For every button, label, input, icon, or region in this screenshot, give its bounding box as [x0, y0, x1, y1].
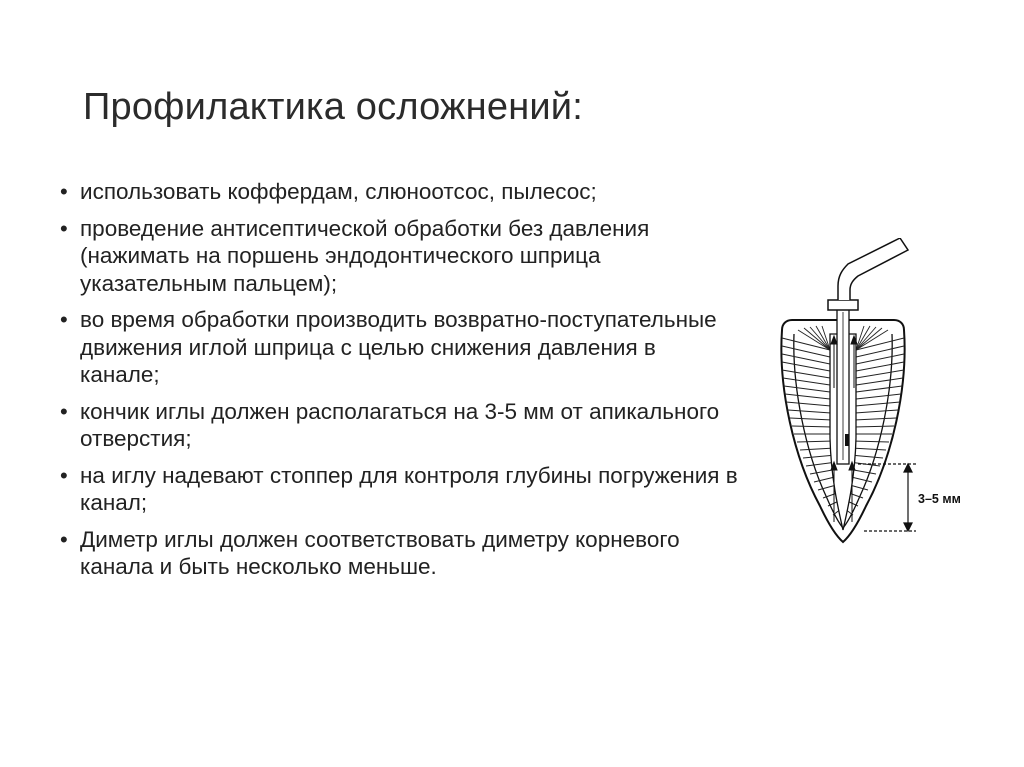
- bullet-item: [60, 306, 740, 389]
- bullet-text: Диметр иглы должен соответствовать диметру корневого канала и быть несколько меньше.: [80, 526, 680, 579]
- bullet-text: использовать коффердам, слюноотсос, пылесос;: [80, 179, 597, 204]
- tooth-irrigation-diagram: [768, 238, 998, 558]
- bullet-item: [60, 526, 740, 581]
- bullet-text: во время обработки производить возвратно-поступательные движения иглой шприца с целью снижения давления в канале;: [80, 307, 717, 387]
- syringe-tube: [838, 238, 908, 300]
- bullet-marker: •: [60, 398, 68, 424]
- bullet-marker: •: [60, 307, 68, 332]
- bullet-item: [60, 215, 740, 298]
- measurement-bracket: [858, 464, 916, 531]
- bullet-marker: •: [60, 526, 68, 552]
- measurement-label: 3–5 мм: [918, 492, 961, 506]
- bullet-marker: •: [60, 462, 68, 488]
- bullet-text: кончик иглы должен располагаться на 3-5 мм от апикального отверстия;: [80, 398, 720, 451]
- bullet-item: [60, 178, 740, 206]
- bullet-marker: •: [60, 215, 68, 241]
- bullet-list: [60, 178, 740, 590]
- bullet-text: на иглу надевают стоппер для контроля глубины погружения в канал;: [80, 462, 738, 515]
- needle-stopper: [828, 300, 858, 310]
- slide-title: Профилактика осложнений:: [83, 86, 583, 128]
- bullet-marker: •: [60, 179, 68, 204]
- bullet-text: проведение антисептической обработки без давления (нажимать на поршень эндодонтического шприца указательным пальцем);: [80, 215, 650, 296]
- bullet-item: [60, 398, 740, 453]
- bullet-item: [60, 462, 740, 517]
